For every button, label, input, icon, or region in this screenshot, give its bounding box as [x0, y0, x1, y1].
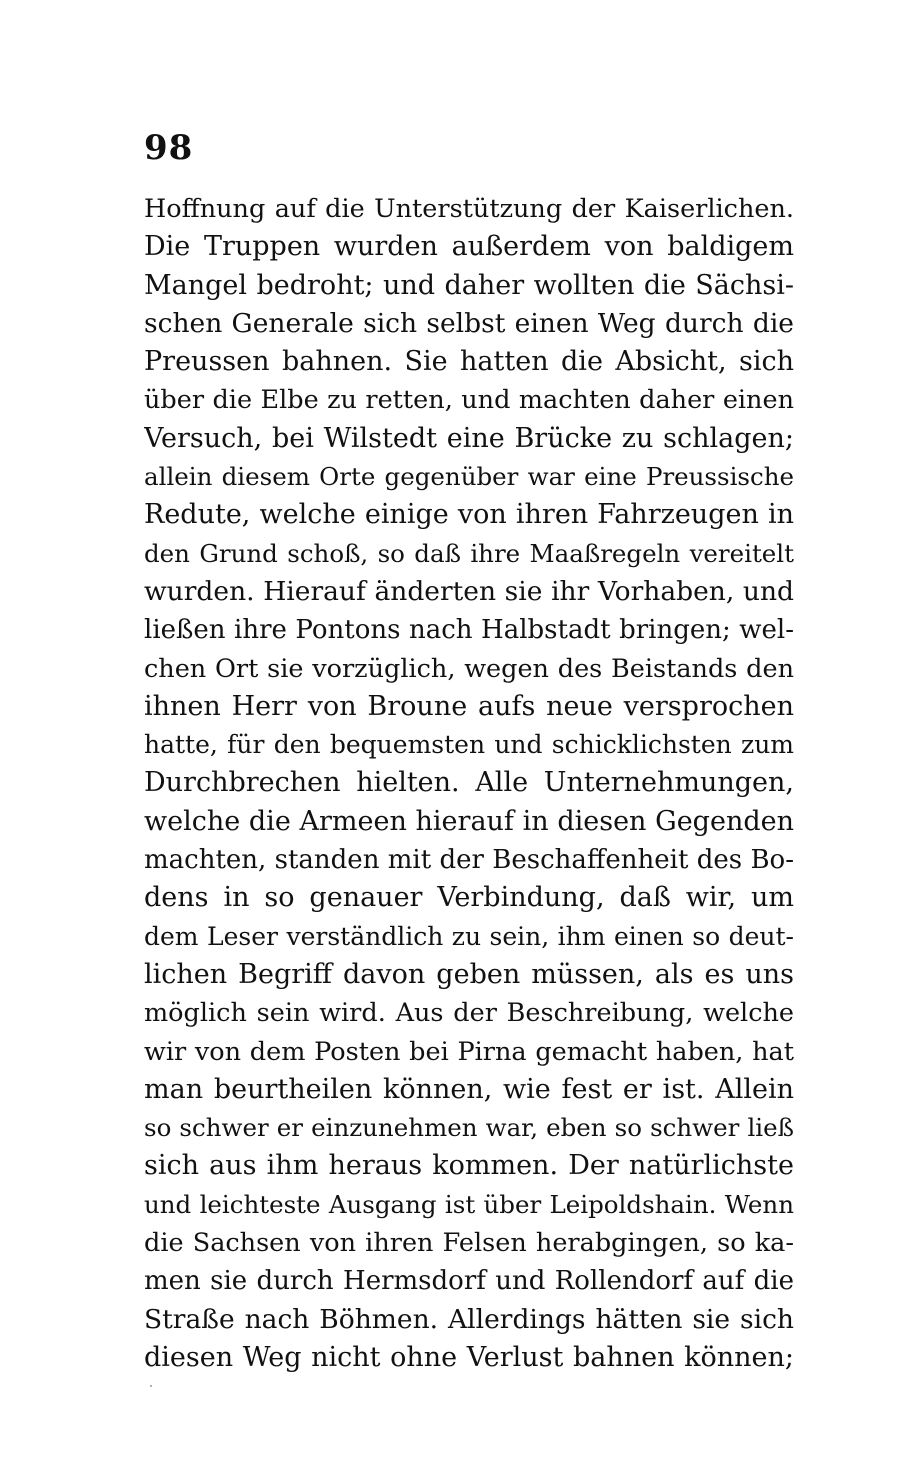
text-line: sich aus ihm heraus kommen. Der natürlichste [144, 1150, 794, 1182]
text-line: dem Leser verständlich zu sein, ihm einen so deut- [144, 921, 794, 951]
text-line: Hoffnung auf die Unterstützung der Kaiserlichen. [144, 194, 794, 224]
text-line: schen Generale sich selbst einen Weg durch die [144, 307, 794, 339]
page-number: 98 [144, 128, 194, 168]
text-line: hatte, für den bequemsten und schicklichsten zum [144, 730, 794, 760]
text-line: und leichteste Ausgang ist über Leipoldshain. Wenn [144, 1189, 794, 1219]
text-line: lichen Begriff davon geben müssen, als es uns [144, 958, 794, 990]
body-text [144, 190, 794, 1377]
text-line: chen Ort sie vorzüglich, wegen des Beistands den [144, 653, 794, 684]
text-line: allein diesem Orte gegenüber war eine Preussische [144, 462, 794, 492]
text-line: Straße nach Böhmen. Allerdings hätten sie sich [144, 1303, 794, 1335]
text-line: Redute, welche einige von ihren Fahrzeugen in [144, 499, 794, 531]
text-line: machten, standen mit der Beschaffenheit des Bo- [144, 845, 794, 876]
text-line: ließen ihre Pontons nach Halbstadt bringen; wel- [144, 615, 794, 646]
text-line: Die Truppen wurden außerdem von baldigem [144, 231, 794, 263]
text-line: Versuch, bei Wilstedt eine Brücke zu schlagen; [144, 422, 794, 454]
text-line: ihnen Herr von Broune aufs neue versprochen [144, 690, 794, 722]
text-line: Preussen bahnen. Sie hatten die Absicht, sich [144, 346, 794, 378]
text-line: so schwer er einzunehmen war, eben so schwer ließ [144, 1113, 794, 1143]
text-line: die Sachsen von ihren Felsen herabgingen, so ka- [144, 1228, 794, 1259]
text-line: möglich sein wird. Aus der Beschreibung, welche [144, 998, 794, 1029]
text-line: Durchbrechen hielten. Alle Unternehmungen, [144, 767, 794, 799]
text-line: wurden. Hierauf änderten sie ihr Vorhaben, und [144, 575, 794, 607]
paper-speck [150, 1385, 152, 1387]
text-line: dens in so genauer Verbindung, daß wir, um [144, 882, 794, 914]
text-line: man beurtheilen können, wie fest er ist. Allein [144, 1073, 794, 1105]
text-line: diesen Weg nicht ohne Verlust bahnen können; [144, 1341, 794, 1373]
text-line: wir von dem Posten bei Pirna gemacht haben, hat [144, 1036, 794, 1067]
text-line: Mangel bedroht; und daher wollten die Sächsi- [144, 269, 794, 301]
text-line: men sie durch Hermsdorf und Rollendorf auf die [144, 1266, 794, 1297]
text-line: den Grund schoß, so daß ihre Maaßregeln vereitelt [144, 538, 794, 568]
text-line: welche die Armeen hierauf in diesen Gegenden [144, 805, 794, 837]
text-line: über die Elbe zu retten, und machten daher einen [144, 385, 794, 416]
